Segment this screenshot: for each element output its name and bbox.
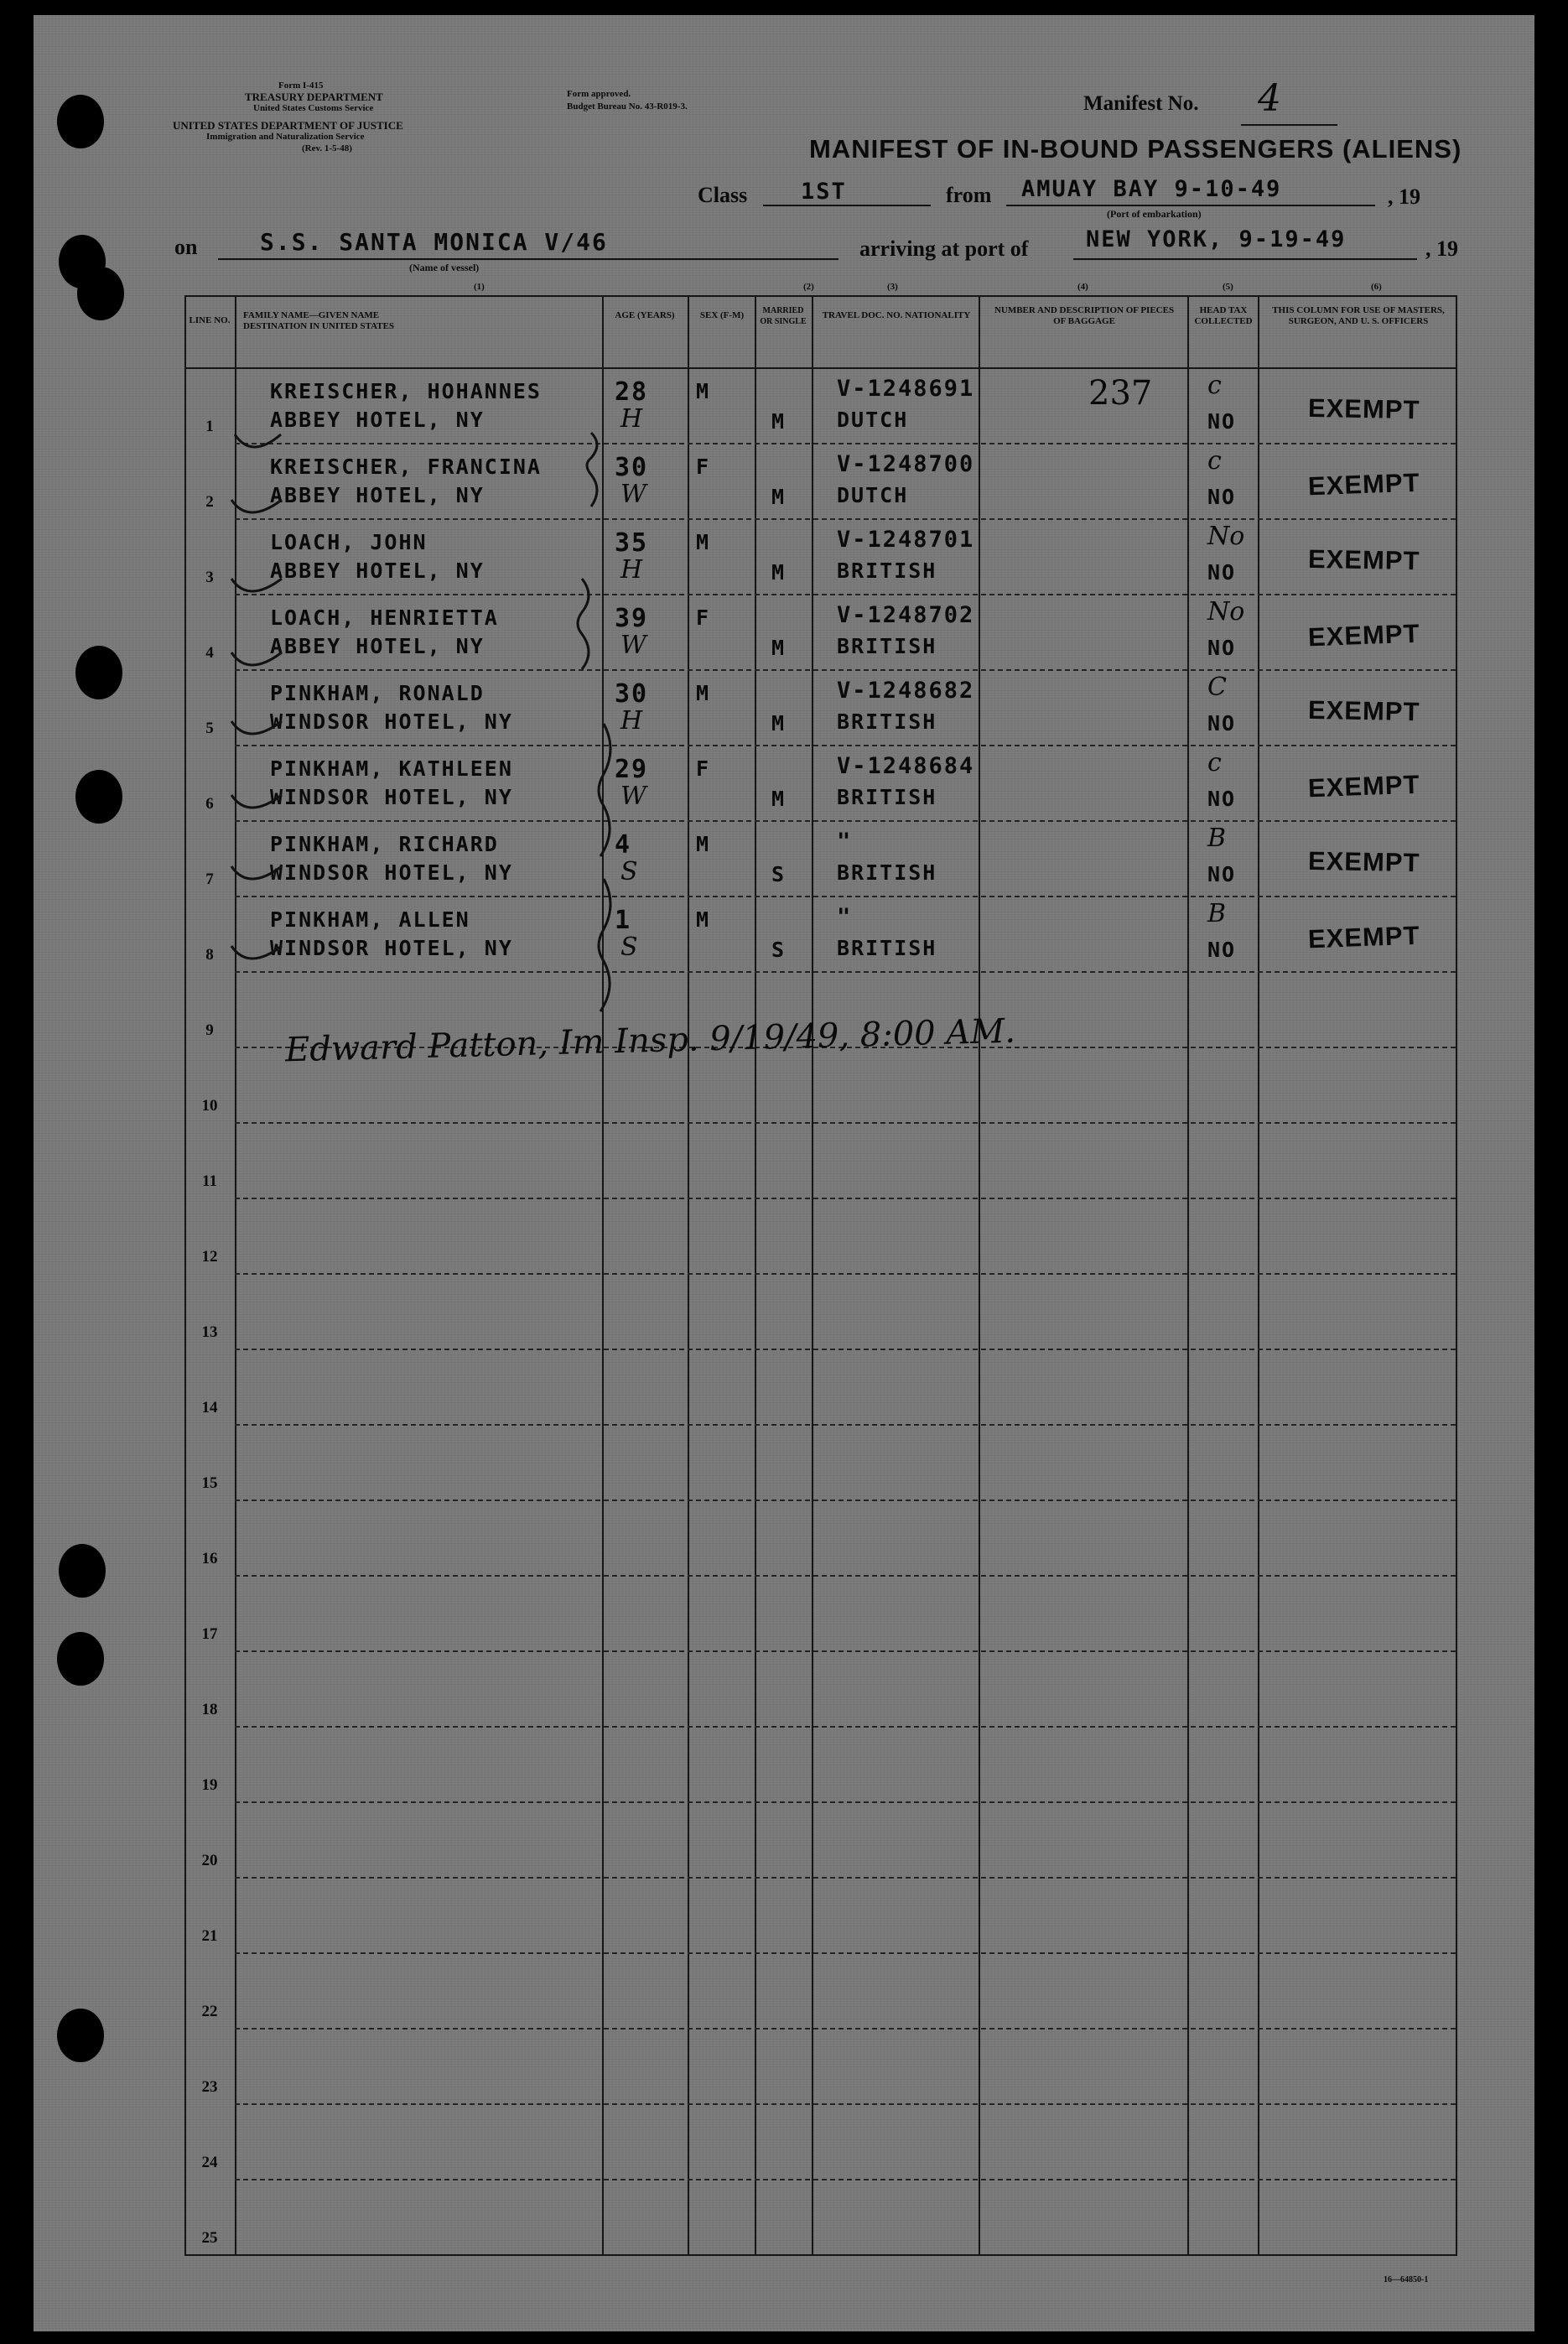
header-age: AGE (YEARS) — [615, 310, 675, 320]
passenger-destination: WINDSOR HOTEL, NY — [270, 860, 513, 885]
passenger-sex: F — [696, 756, 711, 781]
line-number: 25 — [201, 2229, 218, 2247]
header-head-tax: HEAD TAX COLLECTED — [1194, 305, 1253, 326]
row-rule — [235, 1499, 1456, 1501]
passenger-destination: WINDSOR HOTEL, NY — [270, 785, 513, 809]
header-baggage: NUMBER AND DESCRIPTION OF PIECES OF BAGGAGE — [994, 305, 1175, 326]
passenger-sex: F — [696, 455, 711, 479]
passenger-name: PINKHAM, ALLEN — [270, 907, 470, 932]
row-rule — [235, 1349, 1456, 1350]
head-tax-mark: B — [1207, 824, 1227, 853]
line-number: 4 — [205, 644, 214, 662]
port-of-embarkation: AMUAY BAY 9-10-49 — [1021, 176, 1282, 202]
row-rule — [235, 1424, 1456, 1426]
line-number: 21 — [201, 1927, 218, 1945]
line-number: 16 — [201, 1550, 218, 1567]
line-number: 8 — [205, 946, 214, 964]
officer-stamp: EXEMPT — [1307, 543, 1420, 576]
line-number: 7 — [205, 871, 214, 888]
on-label: on — [174, 235, 198, 259]
vessel-caption: (Name of vessel) — [409, 262, 480, 273]
department-of-justice: UNITED STATES DEPARTMENT OF JUSTICE — [173, 119, 403, 132]
passenger-age: 30 — [615, 453, 649, 482]
line-number: 13 — [201, 1323, 218, 1341]
row-rule — [235, 1877, 1456, 1879]
officer-stamp: EXEMPT — [1307, 392, 1420, 425]
age-annotation: W — [620, 480, 646, 509]
head-tax: NO — [1207, 711, 1237, 735]
col-divider — [1187, 295, 1189, 2256]
inspector-signature: Edward Patton, Im Insp. 9/19/49, 8:00 AM. — [284, 1011, 1016, 1070]
col-num-1: (1) — [474, 282, 485, 292]
row-rule — [235, 669, 1456, 671]
officer-stamp: EXEMPT — [1307, 920, 1421, 954]
row-rule — [235, 1198, 1456, 1199]
col-divider — [979, 295, 980, 2256]
line-number: 14 — [201, 1399, 218, 1416]
col-divider — [688, 295, 689, 2256]
row-rule — [235, 896, 1456, 897]
marital-status: S — [771, 862, 787, 886]
col-num-5: (5) — [1223, 282, 1233, 292]
row-rule — [235, 1273, 1456, 1275]
treasury-department: TREASURY DEPARTMENT — [245, 91, 383, 103]
nationality: DUTCH — [837, 483, 909, 507]
nationality: DUTCH — [837, 408, 909, 432]
travel-doc-number: " — [837, 829, 853, 855]
row-rule — [235, 1801, 1456, 1803]
head-tax: NO — [1207, 862, 1237, 886]
age-annotation: S — [620, 933, 638, 962]
line-number: 9 — [205, 1021, 214, 1039]
arrival-year: , 19 — [1425, 236, 1458, 261]
travel-doc-number: V-1248701 — [837, 527, 975, 553]
passenger-name: PINKHAM, RONALD — [270, 681, 485, 705]
row-rule — [235, 1650, 1456, 1652]
header-travel-doc: TRAVEL DOC. NO. NATIONALITY — [822, 310, 971, 320]
passenger-age: 28 — [615, 377, 649, 407]
vessel-name: S.S. SANTA MONICA V/46 — [260, 228, 608, 256]
row-rule — [235, 2103, 1456, 2105]
row-rule — [235, 443, 1456, 444]
age-annotation: S — [620, 857, 638, 886]
marital-status: M — [771, 409, 787, 434]
row-rule — [235, 1122, 1456, 1124]
passenger-destination: WINDSOR HOTEL, NY — [270, 709, 513, 734]
marital-status: M — [771, 485, 787, 509]
class-label: Class — [698, 183, 748, 207]
line-number: 15 — [201, 1474, 218, 1492]
passenger-sex: M — [696, 379, 711, 403]
manifest-page — [34, 15, 1534, 2331]
passenger-sex: M — [696, 530, 711, 554]
header-name: FAMILY NAME—GIVEN NAME DESTINATION IN UNITED STATES — [243, 310, 395, 331]
officer-stamp: EXEMPT — [1307, 845, 1420, 878]
passenger-destination: ABBEY HOTEL, NY — [270, 483, 485, 507]
nationality: BRITISH — [837, 634, 937, 658]
header-officers: THIS COLUMN FOR USE OF MASTERS, SURGEON, AND U. S. OFFICERS — [1272, 305, 1445, 326]
marital-status: M — [771, 787, 787, 811]
port-embark-caption: (Port of embarkation) — [1107, 208, 1202, 220]
age-annotation: W — [620, 631, 646, 660]
head-tax-mark: c — [1207, 446, 1222, 476]
table-bottom-border — [184, 2254, 1457, 2256]
line-number: 5 — [205, 720, 214, 737]
line-number: 1 — [205, 418, 214, 435]
passenger-sex: M — [696, 907, 711, 932]
table-left-border — [184, 295, 186, 2256]
from-year: , 19 — [1388, 185, 1420, 209]
manifest-no-label: Manifest No. — [1083, 92, 1199, 115]
nationality: BRITISH — [837, 860, 937, 885]
row-rule — [235, 745, 1456, 746]
passenger-age: 4 — [615, 830, 632, 860]
officer-stamp: EXEMPT — [1307, 467, 1421, 502]
head-tax-mark: c — [1207, 748, 1222, 777]
travel-doc-number: V-1248684 — [837, 753, 975, 779]
customs-service: United States Customs Service — [253, 103, 374, 113]
class-value: 1ST — [801, 179, 847, 205]
age-annotation: H — [620, 555, 643, 585]
page-title: MANIFEST OF IN-BOUND PASSENGERS (ALIENS) — [809, 134, 1462, 164]
passenger-name: KREISCHER, FRANCINA — [270, 455, 542, 479]
passenger-sex: M — [696, 832, 711, 856]
passenger-age: 35 — [615, 528, 649, 558]
passenger-age: 39 — [615, 604, 649, 633]
baggage-count: 237 — [1088, 374, 1153, 413]
col-divider — [602, 295, 604, 2256]
passenger-destination: ABBEY HOTEL, NY — [270, 559, 485, 583]
head-tax-mark: No — [1207, 522, 1245, 551]
passenger-name: PINKHAM, RICHARD — [270, 832, 499, 856]
travel-doc-number: V-1248702 — [837, 602, 975, 628]
travel-doc-number: " — [837, 904, 853, 930]
head-tax-mark: C — [1207, 673, 1227, 702]
passenger-name: KREISCHER, HOHANNES — [270, 379, 542, 403]
col-divider — [235, 295, 236, 2256]
col-num-4: (4) — [1077, 282, 1088, 292]
head-tax: NO — [1207, 409, 1237, 434]
row-rule — [235, 820, 1456, 822]
marital-status: S — [771, 938, 787, 962]
col-divider — [755, 295, 756, 2256]
marital-status: M — [771, 636, 787, 660]
manifest-no-value: 4 — [1258, 77, 1281, 120]
row-rule — [235, 1726, 1456, 1728]
row-rule — [235, 2028, 1456, 2030]
nationality: BRITISH — [837, 936, 937, 960]
table-top-border — [184, 295, 1457, 297]
row-rule — [235, 971, 1456, 973]
arriving-label: arriving at port of — [859, 236, 1029, 261]
header-married: MARRIED OR SINGLE — [760, 306, 807, 326]
line-number: 10 — [201, 1097, 218, 1115]
head-tax-mark: B — [1207, 899, 1227, 928]
col-divider — [1258, 295, 1259, 2256]
table-right-border — [1456, 295, 1457, 2256]
header-sex: SEX (F-M) — [699, 310, 745, 320]
travel-doc-number: V-1248691 — [837, 376, 975, 402]
line-number: 11 — [202, 1172, 217, 1190]
line-number: 18 — [201, 1701, 218, 1718]
line-number: 17 — [201, 1625, 218, 1643]
passenger-age: 29 — [615, 755, 649, 784]
line-number: 6 — [205, 795, 214, 813]
footer-code: 16—64850-1 — [1384, 2275, 1429, 2284]
col-num-2: (2) — [803, 282, 814, 292]
head-tax: NO — [1207, 560, 1237, 585]
head-tax-mark: c — [1207, 371, 1222, 400]
officer-stamp: EXEMPT — [1307, 769, 1421, 803]
passenger-destination: WINDSOR HOTEL, NY — [270, 936, 513, 960]
passenger-name: LOACH, JOHN — [270, 530, 428, 554]
row-rule — [235, 1575, 1456, 1577]
header-line-no: LINE NO. — [189, 315, 231, 325]
officer-stamp: EXEMPT — [1307, 694, 1420, 727]
head-tax: NO — [1207, 636, 1237, 660]
row-rule — [235, 1952, 1456, 1954]
travel-doc-number: V-1248700 — [837, 451, 975, 477]
age-annotation: W — [620, 782, 646, 811]
revision-date: (Rev. 1-5-48) — [302, 143, 352, 153]
nationality: BRITISH — [837, 709, 937, 734]
line-number: 2 — [205, 493, 214, 511]
nationality: BRITISH — [837, 559, 937, 583]
head-tax: NO — [1207, 485, 1237, 509]
from-label: from — [946, 183, 992, 207]
header-bottom-border — [184, 367, 1457, 369]
passenger-destination: ABBEY HOTEL, NY — [270, 408, 485, 432]
arrival-port: NEW YORK, 9-19-49 — [1086, 226, 1347, 252]
passenger-age: 1 — [615, 906, 632, 935]
line-number: 20 — [201, 1852, 218, 1869]
col-num-3: (3) — [887, 282, 898, 292]
passenger-name: LOACH, HENRIETTA — [270, 605, 499, 630]
officer-stamp: EXEMPT — [1307, 618, 1421, 652]
passenger-name: PINKHAM, KATHLEEN — [270, 756, 513, 781]
marital-status: M — [771, 711, 787, 735]
head-tax-mark: No — [1207, 597, 1245, 626]
age-annotation: H — [620, 404, 643, 434]
manifest-table — [34, 15, 1534, 2331]
ins-label: Immigration and Naturalization Service — [206, 132, 365, 142]
line-number: 3 — [205, 569, 214, 586]
line-number: 23 — [201, 2078, 218, 2096]
nationality: BRITISH — [837, 785, 937, 809]
col-divider — [812, 295, 813, 2256]
col-num-6: (6) — [1371, 282, 1382, 292]
form-number: Form I-415 — [278, 81, 324, 91]
head-tax: NO — [1207, 787, 1237, 811]
head-tax: NO — [1207, 938, 1237, 962]
passenger-age: 30 — [615, 679, 649, 709]
line-number: 12 — [201, 1248, 218, 1266]
row-rule — [235, 594, 1456, 595]
form-approved: Form approved. — [567, 89, 631, 99]
travel-doc-number: V-1248682 — [837, 678, 975, 704]
budget-bureau: Budget Bureau No. 43-R019-3. — [567, 101, 688, 112]
passenger-sex: M — [696, 681, 711, 705]
passenger-destination: ABBEY HOTEL, NY — [270, 634, 485, 658]
marital-status: M — [771, 560, 787, 585]
line-number: 24 — [201, 2154, 218, 2171]
age-annotation: H — [620, 706, 643, 735]
line-number: 22 — [201, 2003, 218, 2020]
line-number: 19 — [201, 1776, 218, 1794]
row-rule — [235, 518, 1456, 520]
row-rule — [235, 2179, 1456, 2180]
passenger-sex: F — [696, 605, 711, 630]
